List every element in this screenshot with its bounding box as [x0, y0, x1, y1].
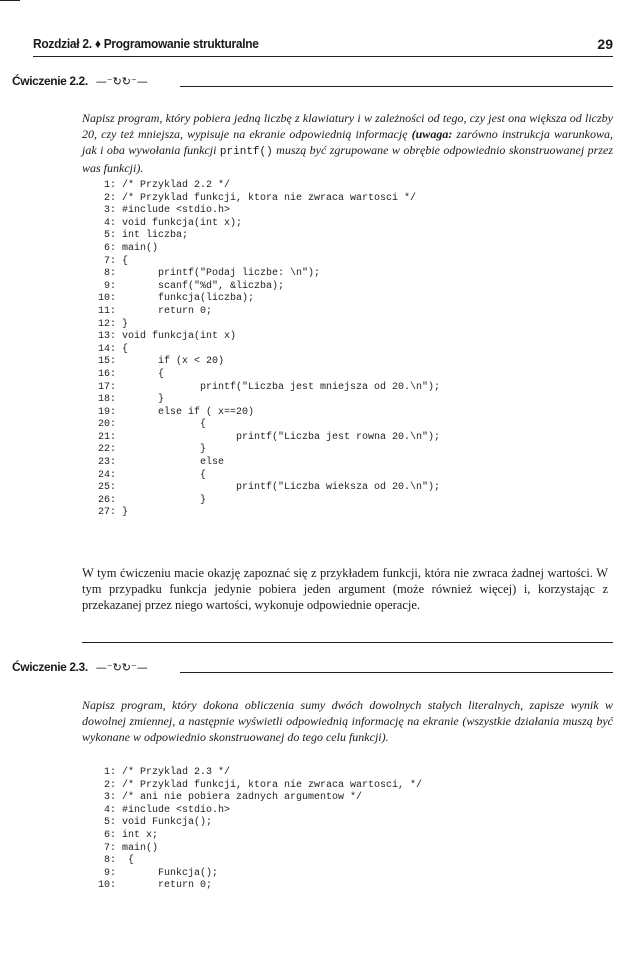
code-line: 17: printf("Liczba jest mniejsza od 20.\n");	[98, 381, 441, 393]
code-line: 8: printf("Podaj liczbe: \n");	[98, 268, 321, 280]
header-rule	[33, 56, 613, 57]
code-line: 12: }	[98, 318, 129, 330]
code-line: 2: /* Przyklad funkcji, ktora nie zwraca wartosci */	[98, 192, 417, 204]
code-line: 3: /* ani nie pobiera zadnych argumentow */	[98, 792, 363, 804]
code-line: 9: Funkcja();	[98, 867, 219, 879]
code-line: 5: int liczba;	[98, 230, 189, 242]
code-line: 24: {	[98, 469, 207, 481]
code-line: 8: {	[98, 855, 135, 867]
code-line: 11: return 0;	[98, 305, 213, 317]
code-line: 25: printf("Liczba wieksza od 20.\n");	[98, 482, 441, 494]
code-line: 1: /* Przyklad 2.2 */	[98, 180, 231, 191]
code-line: 10: funkcja(liczba);	[98, 293, 255, 305]
exercise-label: Ćwiczenie 2.2.	[12, 74, 88, 88]
code-line: 14: {	[98, 343, 129, 355]
code-line: 1: /* Przyklad 2.3 */	[98, 767, 231, 778]
code-line: 5: void Funkcja();	[98, 817, 213, 829]
code-line: 9: scanf("%d", &liczba);	[98, 280, 285, 292]
code-line: 4: #include <stdio.h>	[98, 804, 231, 816]
corner-mark	[0, 0, 20, 1]
code-line: 19: else if ( x==20)	[98, 406, 255, 418]
exercise-rule	[180, 672, 613, 673]
mouse-icon: —⁻↻↻⁻—	[95, 661, 148, 674]
exercise-task: Napisz program, który dokona obliczenia sumy dwóch dowolnych stałych literalnych, zapisze wynik w dowolnej zmiennej, a następnie wyświetli odpowiednią informację na ekranie (wszystkie działania muszą być wykonane w odpowiednio skonstruowanej do tego celu funkcji).	[82, 698, 613, 744]
code-line: 20: {	[98, 419, 207, 431]
code-line: 27: }	[98, 507, 129, 519]
code-line: 3: #include <stdio.h>	[98, 205, 231, 217]
code-line: 4: void funkcja(int x);	[98, 217, 243, 229]
mouse-icon: —⁻↻↻⁻—	[95, 75, 148, 88]
code-line: 18: }	[98, 394, 165, 406]
exercise-heading	[12, 70, 148, 88]
code-line: 23: else	[98, 457, 225, 469]
exercise-label: Ćwiczenie 2.3.	[12, 660, 88, 674]
code-listing	[98, 180, 440, 520]
page-number: 29	[597, 36, 613, 52]
code-line: 2: /* Przyklad funkcji, ktora nie zwraca wartosci, */	[98, 779, 423, 791]
code-line: 7: main()	[98, 842, 159, 854]
code-line: 6: main()	[98, 242, 159, 254]
exercise-heading	[12, 656, 148, 674]
code-line: 10: return 0;	[98, 880, 213, 892]
exercise-task: Napisz program, który pobiera jedną liczbę z klawiatury i w zależności od tego, czy jest ona większa od liczby 20, czy też mniejsza, wypisuje na ekranie odpowiednią informację (uwaga: zarówno instrukcja warunkowa, jak i oba wywołania funkcji printf() muszą być zgrupowane w obrębie odpowiednio skonstruowanej przez was funkcji).	[82, 111, 614, 175]
page-header	[33, 36, 613, 56]
code-line: 16: {	[98, 368, 165, 380]
code-line: 13: void funkcja(int x)	[98, 331, 237, 343]
code-line: 22: }	[98, 444, 207, 456]
code-line: 6: int x;	[98, 829, 159, 841]
paragraph: W tym ćwiczeniu macie okazję zapoznać się z przykładem funkcji, która nie zwraca żadnej wartości. W tym przypadku funkcja jedynie pobiera jeden argument (może również więcej) i, korzystając z przekazanej przez niego wartości, wykonuje odpowiednie operacje.	[82, 566, 608, 613]
code-line: 15: if (x < 20)	[98, 356, 225, 368]
code-line: 26: }	[98, 494, 207, 506]
exercise-rule	[180, 86, 613, 87]
code-listing	[98, 767, 422, 893]
chapter-title: Rozdział 2. ♦ Programowanie strukturalne	[33, 36, 259, 51]
section-rule	[82, 642, 613, 643]
code-line: 21: printf("Liczba jest rowna 20.\n");	[98, 431, 441, 443]
code-line: 7: {	[98, 255, 129, 267]
